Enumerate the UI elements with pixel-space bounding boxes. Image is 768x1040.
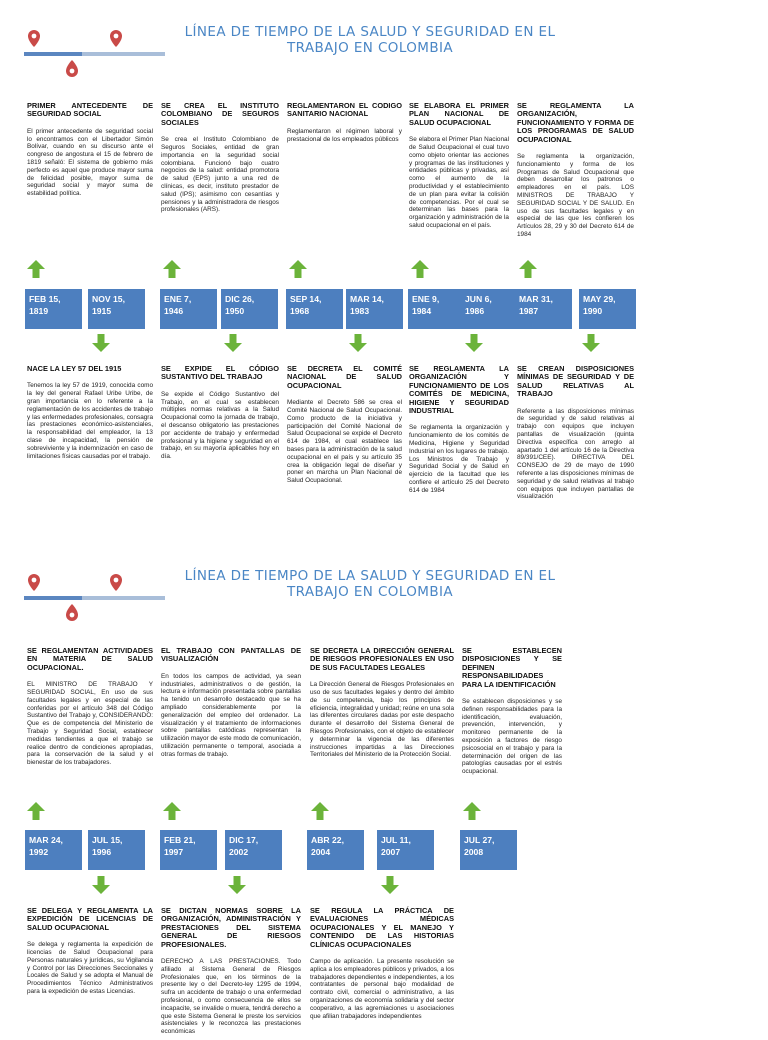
- event-entry-top-2: [161, 102, 279, 218]
- event-heading: SE CREA EL INSTITUTO COLOMBIANO DE SEGUROS SOCIALES: [161, 101, 279, 127]
- event-body: Se delega y reglamenta la expedición de licencias de Salud Ocupacional para Personas naturales y jurídicas, su Vigilancia y Control por las Direcciones Seccionales y Locales de Salud y se adopta el Manual de Procedimientos Técnico Administrativos para la expedición de estas Licencias.: [27, 941, 153, 995]
- event-entry-top-3: [287, 102, 402, 147]
- event-body: La Dirección General de Riesgos Profesionales en uso de sus facultades legales y dentro del ámbito de su competencia, bajo los principios de eficiencia, integralidad y unidad; reúne en una sola las diferentes circulares dadas por este despacho durante el desarrollo del Sistema General de Riesgos Profesionales, con el objeto de establecer y determinar la vigencia de las diferentes instrucciones impartidas a las Direcciones Territoriales del Ministerio de la Protección Social.: [310, 681, 454, 759]
- arrow-down-icon: [91, 875, 111, 895]
- event-body: Mediante el Decreto 586 se crea el Comité Nacional de Salud Ocupacional. Como producto de la iniciativa y participación del Comité Nacional de Salud Ocupacional se expide el Decreto 614 de 1984, el cual establece las bases para la administración de la salud ocupacional en el país y su artículo 35 crea la obligación legal de diseñar y poner en marcha un Plan Nacional de Salud Ocupacional.: [287, 399, 402, 485]
- event-heading: SE ELABORA EL PRIMER PLAN NACIONAL DE SALUD OCUPACIONAL: [409, 101, 509, 127]
- event-entry-top-4: [462, 647, 562, 780]
- event-entry-top-3: [310, 647, 454, 763]
- event-heading: REGLAMENTARON EL CODIGO SANITARIO NACIONAL: [287, 101, 402, 119]
- event-heading: EL TRABAJO CON PANTALLAS DE VISUALIZACIÓN: [161, 646, 301, 664]
- event-entry-bottom-2: [161, 365, 279, 465]
- event-body: Campo de aplicación. La presente resolución se aplica a los empleadores públicos y privados, a los trabajadores dependientes e independientes, a los contratantes de personal bajo modalidad de contrato civil, comercial o administrativo, a las organizaciones de economía solidaria y del sector cooperativo, a las agremiaciones u asociaciones que afilian trabajadores independientes: [310, 958, 454, 1020]
- event-body: Se reglamenta la organización, funcionamiento y forma de los Programas de Salud Ocupacional que deben desarrollar los patronos o empleadores en el país. LOS MINISTROS DE TRABAJO Y SEGURIDAD SOCIAL Y DE SALUD. En uso de sus facultades legales y en especial de las que les confieren los Artículos 28, 29 y 30 del Decreto 614 de 1984: [517, 153, 634, 238]
- date-box: DIC 26, 1950: [221, 289, 278, 329]
- event-entry-top-1: [27, 102, 153, 202]
- event-body: Se establecen disposiciones y se definen responsabilidades para la identificación, evaluación, prevención, intervención, y monitoreo permanente de la exposición a factores de riesgo psicosocial en el trabajo y para la determinación del origen de las patologías causadas por el estrés ocupacional.: [462, 698, 562, 776]
- arrow-up-icon: [26, 801, 46, 821]
- date-box: JUN 6, 1986: [461, 289, 518, 329]
- date-box: JUL 15, 1996: [88, 830, 145, 870]
- page-title: LÍNEA DE TIEMPO DE LA SALUD Y SEGURIDAD EN EL TRABAJO EN COLOMBIA: [184, 568, 556, 600]
- page-title: LÍNEA DE TIEMPO DE LA SALUD Y SEGURIDAD EN EL TRABAJO EN COLOMBIA: [184, 24, 556, 56]
- date-box: ENE 7, 1946: [160, 289, 217, 329]
- event-entry-top-5: [517, 102, 634, 243]
- event-body: Reglamentaron el régimen laboral y prestacional de los empleados públicos: [287, 127, 402, 143]
- event-heading: SE REGULA LA PRÁCTICA DE EVALUACIONES MÉDICAS OCUPACIONALES Y EL MANEJO Y CONTENIDO DE LAS HISTORIAS CLÍNICAS OCUPACIONALES: [310, 906, 454, 949]
- arrow-up-icon: [162, 259, 182, 279]
- event-entry-top-4: [409, 102, 509, 234]
- arrow-down-icon: [348, 333, 368, 353]
- event-body: Referente a las disposiciones mínimas de seguridad y de salud relativas al trabajo con equipos que incluyen pantallas de visualización (quinta Directiva específica con arreglo al apartado 1 del artículo 16 de la Directiva 89/391/CEE). DIRECTIVA DEL CONSEJO de 29 de mayo de 1990 referente a las disposiciones mínimas de seguridad y de salud relativas al trabajo con equipos que incluyen pantallas de visualización: [517, 407, 634, 501]
- event-heading: SE ESTABLECEN DISPOSICIONES Y SE DEFINEN RESPONSABILIDADES PARA LA IDENTIFICACIÓN: [462, 646, 562, 689]
- arrow-down-icon: [91, 333, 111, 353]
- event-heading: SE DICTAN NORMAS SOBRE LA ORGANIZACIÓN, ADMINISTRACIÓN Y PRESTACIONES DEL SISTEMA GENERAL DE RIESGOS PROFESIONALES.: [161, 906, 301, 949]
- event-heading: PRIMER ANTECEDENTE DE SEGURIDAD SOCIAL: [27, 101, 153, 119]
- event-entry-bottom-1: [27, 907, 153, 1000]
- timeline-pins-icon: [22, 574, 172, 634]
- arrow-up-icon: [162, 801, 182, 821]
- event-heading: NACE LA LEY 57 DEL 1915: [27, 364, 122, 373]
- arrow-up-icon: [410, 259, 430, 279]
- event-entry-bottom-2: [161, 907, 301, 1040]
- date-box: ENE 9, 1984: [408, 289, 465, 329]
- event-body: EL MINISTRO DE TRABAJO Y SEGURIDAD SOCIAL, En uso de sus facultades legales y en especial de las conferidas por el artículo 348 del Código Sustantivo del Trabajo y, CONSIDERANDO: Que es de competencia del Ministerio de Trabajo y Seguridad Social, establecer medidas tendientes a que el trabajo se realice dentro de condiciones apropiadas, para la conservación de la salud y el bienestar de los trabajadores.: [27, 681, 153, 767]
- event-heading: SE REGLAMENTA LA ORGANIZACIÓN Y FUNCIONAMIENTO DE LOS COMITÉS DE MEDICINA, HIGIENE Y SEGURIDAD INDUSTRIAL: [409, 364, 509, 416]
- date-box: MAR 31, 1987: [515, 289, 572, 329]
- event-entry-bottom-3: [287, 365, 402, 489]
- arrow-up-icon: [310, 801, 330, 821]
- arrow-up-icon: [288, 259, 308, 279]
- date-box: MAR 24, 1992: [25, 830, 82, 870]
- event-entry-bottom-3: [310, 907, 454, 1024]
- date-box: JUL 11, 2007: [377, 830, 434, 870]
- event-heading: SE DECRETA LA DIRECCIÓN GENERAL DE RIESGOS PROFESIONALES EN USO DE SUS FACULTADES LEGALES: [310, 646, 454, 672]
- arrow-down-icon: [380, 875, 400, 895]
- arrow-down-icon: [223, 333, 243, 353]
- event-body: Se crea el Instituto Colombiano de Seguros Sociales, entidad de gran importancia en la seguridad social colombiana. Funcionó bajo cuatro negocios de la salud: entidad promotora de salud (EPS) junto a una red de clínicas, es decir, instituto prestador de salud (IPS); asimismo con cesantías y pensiones y la administradora de riesgos profesionales (ARS).: [161, 136, 279, 214]
- event-body: En todos los campos de actividad, ya sean industriales, administrativos o de gestión, la lectura e información presentada sobre pantallas ha tenido un desarrollo destacado que se ha ampliado considerablemente por la generalización del empleo del ordenador. La visualización y el tratamiento de informaciones sobre pantallas catódicas representan la utilización mayor de este modo de comunicación, utilización permanente o temporal, asociada a otras formas de trabajo.: [161, 672, 301, 758]
- event-heading: SE EXPIDE EL CÓDIGO SUSTANTIVO DEL TRABAJO: [161, 364, 279, 382]
- date-box: MAY 29, 1990: [579, 289, 636, 329]
- event-body: El primer antecedente de seguridad social lo encontramos con el Libertador Simón Bolívar, cuando en su discurso ante el congreso de angostura el 15 de febrero de 1819 señaló: El sistema de gobierno más perfecto es aquel que produce mayor suma de felicidad posible, mayor suma de seguridad social y mayor suma de estabilidad política.: [27, 127, 153, 198]
- date-box: FEB 15, 1819: [25, 289, 82, 329]
- event-body: DERECHO A LAS PRESTACIONES. Todo afiliado al Sistema General de Riesgos Profesionales que, en los términos de la presente ley o del Decreto-ley 1295 de 1994, sufra un accidente de trabajo o una enfermedad profesional, o como consecuencia de ellos se incapacite, se invalide o muera, tendrá derecho a que este Sistema General le preste los servicios asistenciales y le reconozca las prestaciones económicas: [161, 958, 301, 1036]
- event-entry-bottom-5: [517, 365, 634, 505]
- section-header: [0, 22, 768, 92]
- event-entry-top-2: [161, 647, 301, 763]
- event-entry-bottom-1: [27, 365, 153, 464]
- event-heading: SE REGLAMENTA LA ORGANIZACIÓN, FUNCIONAMIENTO Y FORMA DE LOS PROGRAMAS DE SALUD OCUPACIONAL: [517, 101, 634, 144]
- event-entry-bottom-4: [409, 365, 509, 499]
- date-box: JUL 27, 2008: [460, 830, 517, 870]
- event-heading: SE DECRETA EL COMITÉ NACIONAL DE SALUD OCUPACIONAL: [287, 364, 402, 390]
- event-heading: SE CREAN DISPOSICIONES MÍNIMAS DE SEGURIDAD Y DE SALUD RELATIVAS AL TRABAJO: [517, 364, 634, 399]
- section-header: [0, 566, 768, 636]
- arrow-down-icon: [464, 333, 484, 353]
- date-box: MAR 14, 1983: [346, 289, 403, 329]
- arrow-up-icon: [462, 801, 482, 821]
- date-box: ABR 22, 2004: [307, 830, 364, 870]
- date-box: FEB 21, 1997: [160, 830, 217, 870]
- arrow-up-icon: [518, 259, 538, 279]
- event-body: Tenemos la ley 57 de 1919, conocida como la ley del general Rafael Uribe Uribe, de gran importancia en lo referente a la reglamentación de los accidentes de trabajo y las enfermedades profesionales, consagra las prestaciones económico-asistenciales, la responsabilidad del empleador, la 13 clase de incapacidad, la pensión de sobreviviente y la indemnización en caso de limitaciones físicas causadas por el trabajo.: [27, 382, 153, 460]
- event-body: Se expide el Código Sustantivo del Trabajo, en el cual se establecen múltiples normas relativas a la Salud Ocupacional como la jornada de trabajo, el descanso obligatorio las prestaciones por accidente de trabajo y enfermedad profesional y la higiene y seguridad en el trabajo, en su mayoría aplicables hoy en día.: [161, 390, 279, 461]
- arrow-down-icon: [581, 333, 601, 353]
- date-box: DIC 17, 2002: [225, 830, 282, 870]
- timeline-pins-icon: [22, 30, 172, 90]
- event-body: Se elabora el Primer Plan Nacional de Salud Ocupacional el cual tuvo como objeto orientar las acciones y programas de las instituciones y entidades públicas y privadas, así como el aumento de la productividad y el establecimiento de un plan para evitar la colisión de competencias. Por el cual se determinan las bases para la organización y administración de la salud ocupacional en el país.: [409, 136, 509, 229]
- date-box: SEP 14, 1968: [286, 289, 343, 329]
- arrow-up-icon: [26, 259, 46, 279]
- arrow-down-icon: [227, 875, 247, 895]
- event-heading: SE REGLAMENTAN ACTIVIDADES EN MATERIA DE SALUD OCUPACIONAL.: [27, 646, 153, 672]
- event-body: Se reglamenta la organización y funcionamiento de los comités de Medicina, Higiene y Seguridad Industrial en los lugares de trabajo. Los Ministros de Trabajo y Seguridad Social y de Salud en ejercicio de la facultad que les confiere el artículo 25 del Decreto 614 de 1984: [409, 424, 509, 494]
- event-entry-top-1: [27, 647, 153, 771]
- event-heading: SE DELEGA Y REGLAMENTA LA EXPEDICIÓN DE LICENCIAS DE SALUD OCUPACIONAL: [27, 906, 153, 932]
- date-box: NOV 15, 1915: [88, 289, 145, 329]
